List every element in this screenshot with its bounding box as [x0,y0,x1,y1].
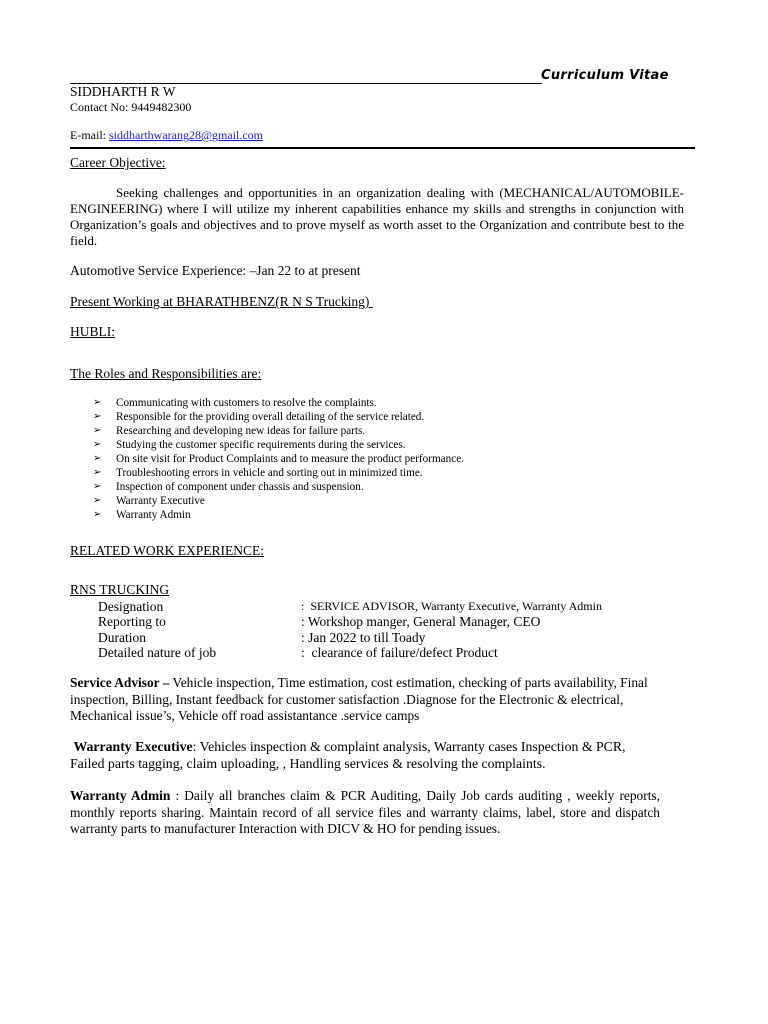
list-item: ➢ Communicating with customers to resolve the complaints. [93,397,377,409]
arrow-bullet-icon: ➢ [93,453,102,464]
location-heading: HUBLI: [70,324,115,339]
detail-value: : Workshop manger, General Manager, CEO [301,614,541,630]
arrow-bullet-icon: ➢ [93,467,102,478]
list-item: ➢ Studying the customer specific requirements during the services. [93,439,406,451]
email-link[interactable]: siddharthwarang28@gmail.com [109,128,264,142]
detail-label: Duration [98,629,146,645]
email-label: E-mail: [70,128,109,142]
list-item: ➢ Researching and developing new ideas for failure parts. [93,425,366,437]
service-advisor-duties [70,675,660,725]
detail-value: : SERVICE ADVISOR, Warranty Executive, Warranty Admin [301,599,602,613]
duty-text: : Daily all branches claim & PCR Auditing, Daily Job cards auditing , weekly reports, monthly reports sharing. Maintain record of all service files and warranty claims, label, store and dispatch warranty parts to manufacturer Interaction with DICV & HO for pending issues. [70,788,660,836]
list-item: ➢ Inspection of component under chassis and suspension. [93,481,364,493]
document-title: Curriculum Vitae [541,68,669,83]
arrow-bullet-icon: ➢ [93,481,102,492]
detail-value: : Jan 2022 to till Toady [301,629,426,645]
candidate-name: SIDDHARTH R W [70,84,176,99]
list-item: ➢ On site visit for Product Complaints and to measure the product performance. [93,453,464,465]
related-experience-heading: RELATED WORK EXPERIENCE: [70,543,264,558]
career-objective-text: Seeking challenges and opportunities in an organization dealing with (MECHANICAL/AUTOMOBILE-ENGINEERING) where I will utilize my inherent capabilities enhance my skills and strengths in conjunction with Organization’s goals and objectives and to prove myself as worth asset to the Organization and contribute best to the field. [70,185,684,248]
list-item: ➢ Responsible for the providing overall detailing of the service related. [93,411,425,423]
detail-value: : clearance of failure/defect Product [301,644,498,660]
list-item: ➢ Troubleshooting errors in vehicle and sorting out in minimized time. [93,467,423,479]
arrow-bullet-icon: ➢ [93,509,102,520]
roles-list [93,396,464,522]
arrow-bullet-icon: ➢ [93,495,102,506]
duty-text: Vehicle inspection, Time estimation, cost estimation, checking of parts availability, Final inspection, Billing, Instant feedback for customer satisfaction .Diagnose for the Electronic & electrical, Mechanical issue’s, Vehicle off road assistantance .service camps [70,675,648,723]
arrow-bullet-icon: ➢ [93,397,102,408]
duty-title: Warranty Admin [70,788,171,803]
experience-summary: Automotive Service Experience: –Jan 22 to at present [70,263,361,278]
warranty-admin-duties [70,788,660,838]
arrow-bullet-icon: ➢ [93,425,102,436]
arrow-bullet-icon: ➢ [93,439,102,450]
detail-label: Detailed nature of job [98,644,217,660]
list-item: ➢ Warranty Executive [93,495,205,507]
contact-number: Contact No: 9449482300 [70,100,192,114]
present-working: Present Working at BHARATHBENZ(R N S Trucking) [70,294,373,309]
list-item: ➢ Warranty Admin [93,509,191,521]
header-divider [70,147,695,149]
duty-title: Warranty Executive [70,739,193,754]
company-name: RNS TRUCKING [70,582,170,597]
duty-text: : Vehicles inspection & complaint analysis, Warranty cases Inspection & PCR, Failed parts tagging, claim uploading, , Handling services & resolving the complaints. [70,739,629,771]
detail-label: Reporting to [98,614,166,630]
warranty-executive-duties [70,738,660,772]
arrow-bullet-icon: ➢ [93,411,102,422]
roles-heading: The Roles and Responsibilities are: [70,366,262,381]
detail-label: Designation [98,599,164,614]
duty-title: Service Advisor – [70,675,170,690]
email-line [70,128,263,143]
career-objective-heading: Career Objective: [70,155,166,170]
